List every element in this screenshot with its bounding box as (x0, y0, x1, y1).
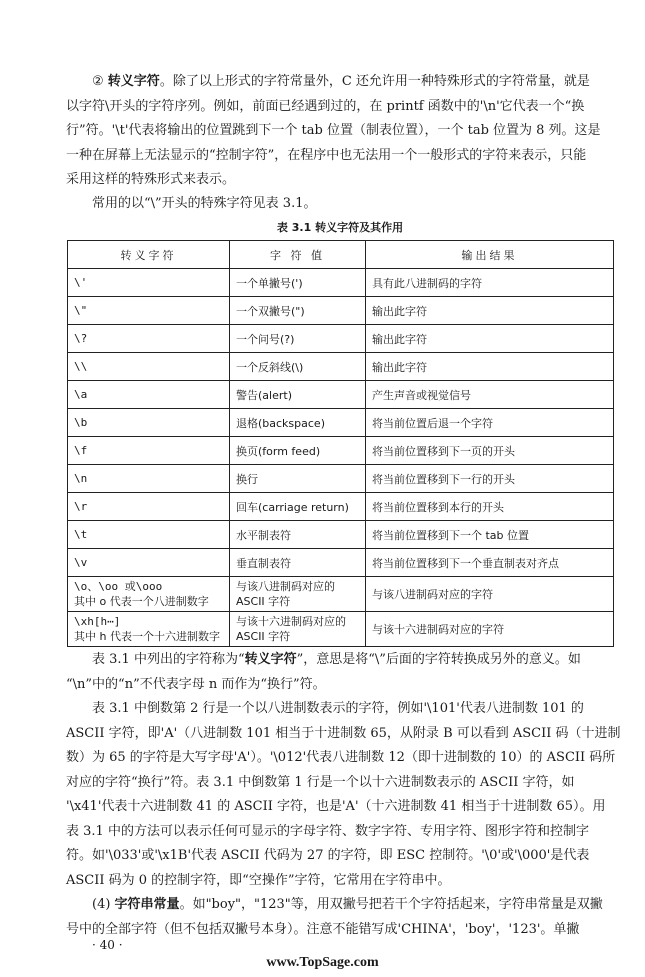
paragraph-line: ASCII 码为 0 的控制字符，即“空操作”字符，它常用在字符串中。 (66, 872, 451, 888)
table-row (68, 353, 614, 381)
output-result: 将当前位置移到下一个 tab 位置 (366, 521, 614, 549)
escape-table (67, 240, 614, 647)
table-row (68, 381, 614, 409)
table-row (68, 521, 614, 549)
paragraph-line: 一种在屏幕上无法显示的“控制字符”，在程序中也无法用一个一般形式的字符来表示，只能 (66, 147, 587, 163)
paragraph-line: ASCII 字符，即'A'（八进制数 101 相当于十进制数 65，从附录 B 可以看到 ASCII 码（十进制 (66, 725, 621, 741)
intro-paragraph (66, 192, 614, 217)
escape-code-cell (68, 577, 230, 612)
escape-code: \? (68, 325, 230, 353)
emphasis-term: 转义字符 (107, 74, 160, 89)
output-result: 将当前位置移到下一个垂直制表对齐点 (366, 549, 614, 577)
escape-code: \b (68, 409, 230, 437)
paragraph-line-rest: ”，意思是将“\”后面的字符转换成另外的意义。如 (296, 652, 581, 667)
output-result: 具有此八进制码的字符 (366, 269, 614, 297)
escape-meaning-paragraph (66, 648, 614, 697)
paragraph-line-start: (4) (92, 897, 115, 912)
footer-url: www.TopSage.com (266, 955, 379, 970)
table-row (68, 465, 614, 493)
paragraph-line-rest: 。除了以上形式的字符常量外，C 还允许用一种特殊形式的字符常量，就是 (159, 74, 590, 89)
emphasis-term: 转义字符 (244, 652, 297, 667)
escape-code: \" (68, 297, 230, 325)
table-row (68, 409, 614, 437)
char-value: 警告(alert) (230, 381, 366, 409)
char-value: 与该八进制码对应的 (236, 580, 335, 593)
paragraph-line: 表 3.1 中的方法可以表示任何可显示的字母字符、数字字符、专用字符、图形字符和控制字 (66, 823, 589, 839)
escape-code: \o、\oo 或\ooo (74, 580, 163, 593)
escape-code-note: 其中 h 代表一个十六进制数字 (74, 630, 220, 643)
table-row-hex (68, 612, 614, 647)
escape-code: \' (68, 269, 230, 297)
output-result: 产生声音或视觉信号 (366, 381, 614, 409)
paragraph-line: “\n”中的“n”不代表字母 n 而作为“换行”符。 (66, 676, 326, 692)
paragraph-line-rest: 。如"boy"，"123"等，用双撇号把若干个字符括起来，字符串常量是双撇 (179, 897, 603, 912)
char-value: 回车(carriage return) (230, 493, 366, 521)
header-char-value: 字 符 值 (230, 241, 366, 269)
escape-code: \\ (68, 353, 230, 381)
output-result: 将当前位置移到下一行的开头 (366, 465, 614, 493)
table-row (68, 437, 614, 465)
char-value: ASCII 字符 (236, 595, 291, 608)
paragraph-line (66, 893, 614, 918)
paragraph-line: 符。如'\033'或'\x1B'代表 ASCII 代码为 27 的字符，即 ESC 控制符。'\0'或'\000'是代表 (66, 848, 590, 863)
char-value: 一个单撇号(') (230, 269, 366, 297)
table-caption: 表 3.1 转义字符及其作用 (276, 221, 404, 234)
intro-line: 常用的以“\”开头的特殊字符见表 3.1。 (92, 196, 317, 211)
char-value: 换行 (230, 465, 366, 493)
output-result: 与该十六进制码对应的字符 (366, 612, 614, 647)
paragraph-line: 对应的字符“换行”符。表 3.1 中倒数第 1 行是一个以十六进制数表示的 ASCII 字符，如 (66, 774, 575, 790)
char-value-cell (230, 612, 366, 647)
escape-code-note: 其中 o 代表一个八进制数字 (74, 595, 209, 608)
char-value: 退格(backspace) (230, 409, 366, 437)
char-value: 一个双撇号(") (230, 297, 366, 325)
string-constant-paragraph (66, 893, 614, 942)
char-value-cell (230, 577, 366, 612)
paragraph-line: 行”符。'\t'代表将输出的位置跳到下一个 tab 位置（制表位置），一个 tab 位置为 8 列。这是 (66, 123, 601, 138)
paragraph-line: 号中的全部字符（但不包括双撇号本身）。注意不能错写成'CHINA'，'boy'，'123'。单撇 (66, 921, 580, 937)
octal-hex-paragraph (66, 697, 621, 893)
escape-code: \xh[h⋯] (74, 615, 121, 628)
table-row (68, 493, 614, 521)
table-row (68, 549, 614, 577)
output-result: 输出此字符 (366, 325, 614, 353)
table-header-row (68, 241, 614, 269)
emphasis-term: 字符串常量 (114, 897, 180, 912)
table-row-octal (68, 577, 614, 612)
escape-code-cell (68, 612, 230, 647)
char-value: 换页(form feed) (230, 437, 366, 465)
paragraph-line: 表 3.1 中倒数第 2 行是一个以八进制数表示的字符，例如'\101'代表八进制数 101 的 (92, 701, 584, 716)
output-result: 将当前位置移到下一页的开头 (366, 437, 614, 465)
page-number: · 40 · (92, 938, 123, 952)
char-value: ASCII 字符 (236, 630, 291, 643)
paragraph-line: ② 转义字符。除了以上形式的字符常量外，C 还允许用一种特殊形式的字符常量，就是 (92, 74, 590, 89)
paragraph-line: 采用这样的特殊形式来表示。 (66, 172, 236, 187)
escape-code: \r (68, 493, 230, 521)
escape-code: \a (68, 381, 230, 409)
paragraph-line: 以字符\开头的字符序列。例如，前面已经遇到过的，在 printf 函数中的'\n'它代表一个“换 (66, 98, 585, 114)
output-result: 将当前位置后退一个字符 (366, 409, 614, 437)
escape-code: \v (68, 549, 230, 577)
escape-char-paragraph (66, 70, 614, 193)
char-value: 与该十六进制码对应的 (236, 615, 346, 628)
table-row (68, 269, 614, 297)
escape-code: \n (68, 465, 230, 493)
char-value: 垂直制表符 (230, 549, 366, 577)
output-result: 输出此字符 (366, 353, 614, 381)
paragraph-line-start: 表 3.1 中列出的字符称为“ (92, 652, 245, 667)
paragraph-line: 数）为 65 的字符是大写字母'A'）。'\012'代表八进制数 12（即十进制数的 10）的 ASCII 码所 (66, 750, 616, 765)
header-output-result: 输出结果 (366, 241, 614, 269)
char-value: 一个问号(?) (230, 325, 366, 353)
output-result: 与该八进制码对应的字符 (366, 577, 614, 612)
paragraph-line: '\x41'代表十六进制数 41 的 ASCII 字符，也是'A'（十六进制数 41 相当于十进制数 65）。用 (66, 799, 606, 814)
output-result: 输出此字符 (366, 297, 614, 325)
escape-code: \f (68, 437, 230, 465)
table-row (68, 297, 614, 325)
table-row (68, 325, 614, 353)
header-escape-char: 转义字符 (68, 241, 230, 269)
char-value: 一个反斜线(\) (230, 353, 366, 381)
output-result: 将当前位置移到本行的开头 (366, 493, 614, 521)
escape-code: \t (68, 521, 230, 549)
paragraph-line (66, 648, 614, 673)
char-value: 水平制表符 (230, 521, 366, 549)
